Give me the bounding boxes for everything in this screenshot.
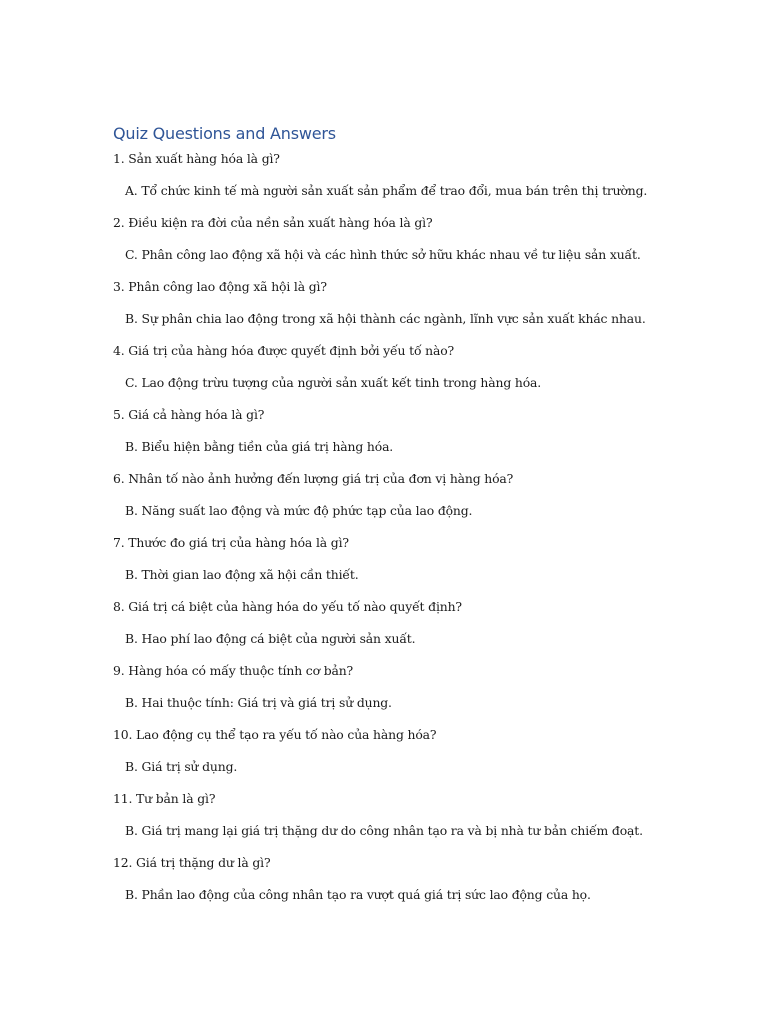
answer-8: B. Hao phí lao động cá biệt của người sản xuất. [125,631,416,646]
answer-1: A. Tổ chức kinh tế mà người sản xuất sản phẩm để trao đổi, mua bán trên thị trường. [125,183,648,198]
answer-12: B. Phần lao động của công nhân tạo ra vượt quá giá trị sức lao động của họ. [125,887,591,902]
question-5: 5. Giá cả hàng hóa là gì? [113,407,265,422]
answer-11: B. Giá trị mang lại giá trị thặng dư do công nhân tạo ra và bị nhà tư bản chiếm đoạt. [125,823,643,838]
question-11: 11. Tư bản là gì? [113,791,216,806]
answer-3: B. Sự phân chia lao động trong xã hội thành các ngành, lĩnh vực sản xuất khác nhau. [125,311,646,326]
question-6: 6. Nhân tố nào ảnh hưởng đến lượng giá trị của đơn vị hàng hóa? [113,471,514,486]
question-8: 8. Giá trị cá biệt của hàng hóa do yếu tố nào quyết định? [113,599,462,614]
question-4: 4. Giá trị của hàng hóa được quyết định bởi yếu tố nào? [113,343,455,358]
question-3: 3. Phân công lao động xã hội là gì? [113,279,327,294]
answer-4: C. Lao động trừu tượng của người sản xuất kết tinh trong hàng hóa. [125,375,542,390]
document-title: Quiz Questions and Answers [113,124,336,143]
question-10: 10. Lao động cụ thể tạo ra yếu tố nào của hàng hóa? [113,727,437,742]
answer-6: B. Năng suất lao động và mức độ phức tạp của lao động. [125,503,473,518]
question-9: 9. Hàng hóa có mấy thuộc tính cơ bản? [113,663,354,678]
question-7: 7. Thước đo giá trị của hàng hóa là gì? [113,535,349,550]
question-2: 2. Điều kiện ra đời của nền sản xuất hàng hóa là gì? [113,215,433,230]
answer-7: B. Thời gian lao động xã hội cần thiết. [125,567,359,582]
answer-10: B. Giá trị sử dụng. [125,759,238,774]
answer-2: C. Phân công lao động xã hội và các hình thức sở hữu khác nhau về tư liệu sản xuất. [125,247,641,262]
question-12: 12. Giá trị thặng dư là gì? [113,855,271,870]
answer-5: B. Biểu hiện bằng tiền của giá trị hàng hóa. [125,439,394,454]
answer-9: B. Hai thuộc tính: Giá trị và giá trị sử dụng. [125,695,392,710]
question-1: 1. Sản xuất hàng hóa là gì? [113,151,280,166]
